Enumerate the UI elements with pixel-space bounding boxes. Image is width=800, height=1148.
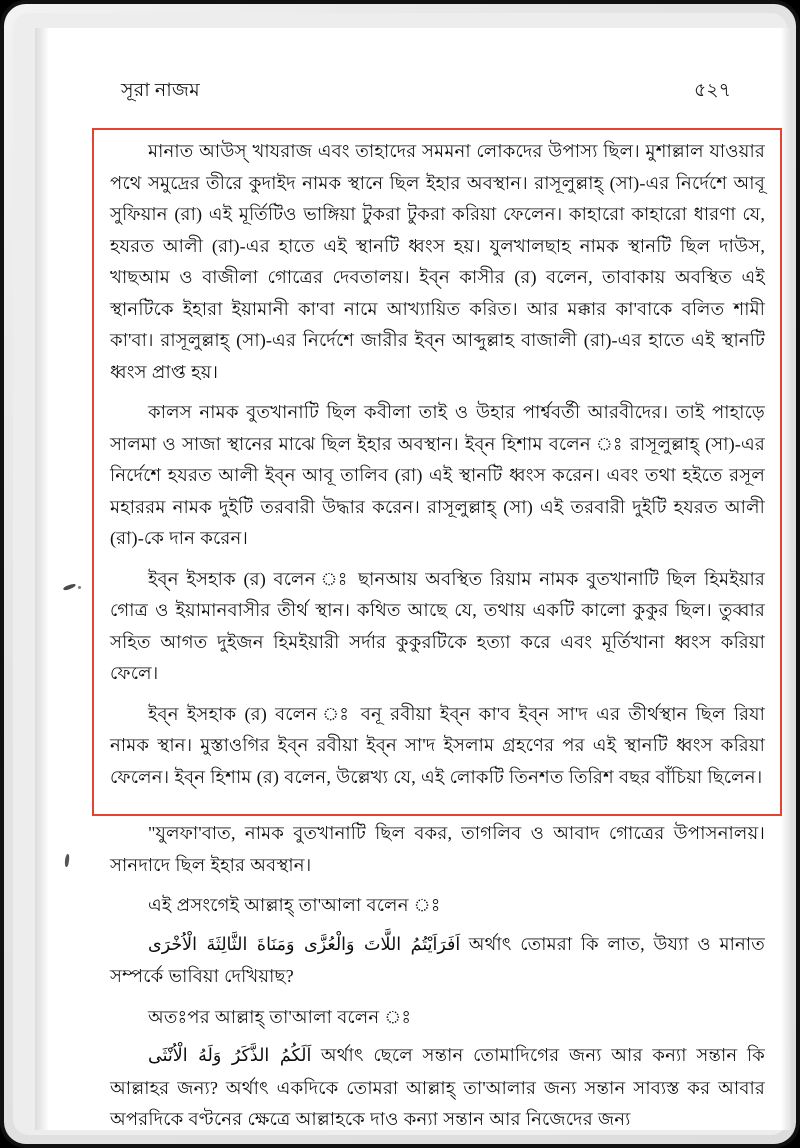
verse-translation-2: অর্থাৎ ছেলে সন্তান তোমাদিগের জন্য আর কন্যা সন্তান কি আল্লাহর জন্য? অর্থাৎ একদিকে তোমরা আল্লাহ্ তা'আলার জন্য সন্তান সাব্যস্ত কর আবার অপরদিকে বণ্টনের ক্ষেত্রে আল্লাহকে দাও কন্যা সন্তান আর নিজেদের জন্য (110, 1045, 765, 1129)
viewer-bezel (4, 4, 796, 1144)
arabic-verse-2: اَلَكُمُ الذَّكَرُ وَلَهُ الْاُنْثَى (148, 1046, 312, 1066)
paragraph: মানাত আউস্ খাযরাজ এবং তাহাদের সমমনা লোকদের উপাস্য ছিল। মুশাল্লাল যাওয়ার পথে সমুদ্রের তীরে কুদাইদ নামক স্থানে ছিল ইহার অবস্থান। রাসূলুল্লাহ্ (সা)-এর নির্দেশে আবূ সুফিয়ান (রা) এই মূর্তিটিও ভাঙ্গিয়া টুকরা টুকরা করিয়া ফেলেন। কাহারো কাহারো ধারণা যে, হযরত আলী (রা)-এর হাতে এই স্থানটি ধ্বংস হয়। যুলখালছাহ নামক স্থানটি ছিল দাউস, খাছআম ও বাজীলা গোত্রের দেবতালয়। ইব্‌ন কাসীর (র) বলেন, তাবাকায় অবস্থিত এই স্থানটিকে ইহারা ইয়ামানী কা'বা নামে আখ্যায়িত করিত। আর মক্কার কা'বাকে বলিত শামী কা'বা। রাসূলুল্লাহ্ (সা)-এর নির্দেশে জারীর ইব্‌ন আব্দুল্লাহ বাজালী (রা)-এর হাতে এই স্থানটি ধ্বংস প্রাপ্ত হয়। (110, 141, 765, 382)
paragraph-verse-intro-2: অতঃপর আল্লাহ্ তা'আলা বলেন ঃ (148, 1006, 412, 1027)
scan-smudge-artifact (63, 583, 77, 592)
paragraph: কালস নামক বুতখানাটি ছিল কবীলা তাই ও উহার পার্শ্ববর্তী আরবীদের। তাই পাহাড়ে সালমা ও সাজা স্থানের মাঝে ছিল ইহার অবস্থান। ইব্‌ন হিশাম বলেন ঃ রাসূলুল্লাহ্ (সা)-এর নির্দেশে হযরত আলী ইব্‌ন আবূ তালিব (রা) এই স্থানটি ধ্বংস করেন। এবং তথা হইতে রসূল মহাররম নামক দুইটি তরবারী উদ্ধার করেন। রাসূলুল্লাহ্ (সা) এই তরবারী দুইটি হযরত আলী (রা)-কে দান করেন। (110, 402, 765, 548)
scan-smudge-artifact (64, 854, 70, 867)
paragraph: ইব্‌ন ইসহাক (র) বলেন ঃ ছানআয় অবস্থিত রিয়াম নামক বুতখানাটি ছিল হিমইয়ার গোত্র ও ইয়ামানবাসীর তীর্থ স্থান। কথিত আছে যে, তথায় একটি কালো কুকুর ছিল। তুব্বার সহিত আগত দুইজন হিমইয়ারী সর্দার কুকুরটিকে হত্যা করে এবং মূর্তিখানা ধ্বংস করিয়া ফেলে। (110, 568, 765, 683)
page-content (35, 28, 791, 1130)
verse-block-2 (110, 1040, 765, 1130)
page-number: ৫২৭ (693, 80, 731, 101)
arabic-verse-1: اَفَرَاَيْتُمُ اللَّاتَ وَالْعُزَّى وَمَنَاةَ الثَّالِثَةَ الْاُخْرَى (148, 934, 461, 955)
viewer-bezel-inner (13, 13, 787, 1135)
paragraph-verse-intro-1: এই প্রসংগেই আল্লাহ্ তা'আলা বলেন ঃ (148, 895, 442, 915)
paragraph: ইব্‌ন ইসহাক (র) বলেন ঃ বনূ রবীয়া ইব্‌ন কা'ব ইব্‌ন সা'দ এর তীর্থস্থান ছিল রিযা নামক স্থান। মুস্তাওগির ইব্‌ন রবীয়া ইব্‌ন সা'দ ইসলাম গ্রহণের পর এই স্থানটি ধ্বংস করিয়া ফেলেন। ইব্‌ন হিশাম (র) বলেন, উল্লেখ্য যে, এই লোকটি তিনশত তিরিশ বছর বাঁচিয়া ছিলেন। (110, 703, 765, 787)
post-selection-text-block (110, 818, 765, 1130)
body-text-block (110, 136, 765, 802)
scan-speck-artifact (78, 586, 81, 589)
running-head (121, 76, 731, 108)
paragraph: "যুলফা'বাত, নামক বুতখানাটি ছিল বকর, তাগলিব ও আবাদ গোত্রের উপাসনালয়। সানদাদে ছিল ইহার অবস্থান। (110, 823, 765, 875)
verse-translation-1: অর্থাৎ তোমরা কি লাত, উয্যা ও মানাত সম্পর্কে ভাবিয়া দেখিয়াছ? (110, 933, 765, 986)
scanned-page[interactable] (35, 28, 791, 1130)
verse-block-1 (110, 929, 765, 993)
surah-title: সূরা নাজম (121, 80, 200, 101)
